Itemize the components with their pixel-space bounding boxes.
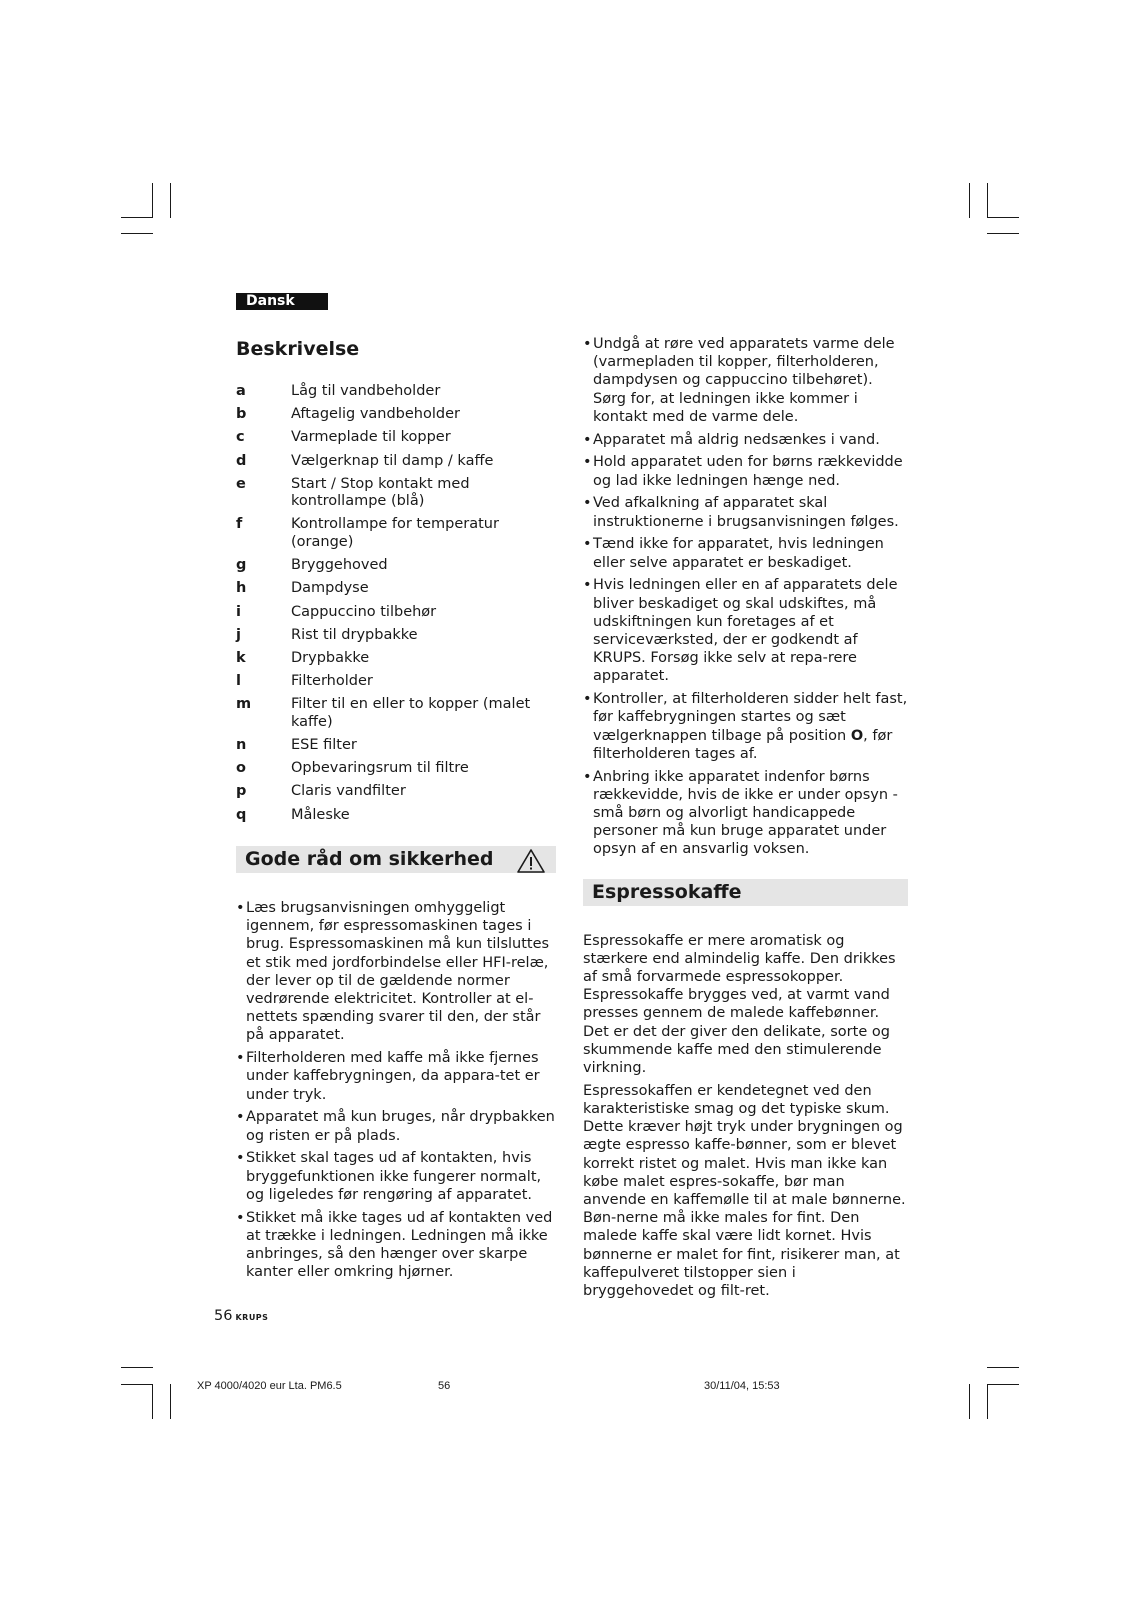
part-name: Aftagelig vandbeholder — [291, 406, 460, 423]
part-name: Dampdyse — [291, 580, 369, 597]
parts-list-item — [236, 807, 556, 825]
crop-mark — [170, 183, 171, 218]
part-letter: b — [236, 406, 247, 423]
safety-bullet: • Tænd ikke for apparatet, hvis ledningen eller selve apparatet er beskadiget. — [583, 535, 908, 571]
safety-bullet: • Ved afkalkning af apparatet skal instruktionerne i brugsanvisningen følges. — [583, 494, 908, 530]
part-letter: n — [236, 736, 247, 753]
part-name: Bryggehoved — [291, 557, 388, 574]
safety-heading-text: Gode råd om sikkerhed — [245, 848, 494, 870]
crop-mark — [152, 1384, 153, 1419]
safety-bullet: • Undgå at røre ved apparatets varme dele (varmepladen til kopper, filterholderen, dampdysen og cappuccino tilbehøret). Sørg for, at ledningen ikke kommer i kontakt med de varme dele. — [583, 335, 908, 426]
slug-file: XP 4000/4020 eur Lta. PM6.5 — [197, 1380, 342, 1392]
parts-list-item — [236, 627, 556, 645]
part-letter: i — [236, 603, 241, 620]
part-name: Filter til en eller to kopper (malet kaffe) — [291, 696, 531, 730]
part-name: Varmeplade til kopper — [291, 429, 451, 446]
crop-mark — [121, 1384, 153, 1385]
part-letter: d — [236, 452, 247, 469]
crop-mark — [152, 183, 153, 218]
parts-list-item — [236, 557, 556, 575]
brand-name: KRUPS — [235, 1313, 269, 1322]
part-letter: c — [236, 429, 245, 446]
part-name: Kontrollampe for temperatur (orange) — [291, 516, 499, 550]
part-letter: l — [236, 673, 241, 690]
espresso-heading: Espressokaffe — [583, 879, 908, 906]
left-column — [236, 335, 556, 1286]
part-name: Vælgerknap til damp / kaffe — [291, 452, 494, 469]
part-name: ESE filter — [291, 736, 357, 753]
safety-bullet — [583, 690, 908, 763]
parts-list-item — [236, 429, 556, 447]
part-name: Låg til vandbeholder — [291, 383, 441, 399]
espresso-paragraph: Espressokaffe er mere aromatisk og stærkere end almindelig kaffe. Den drikkes af små forvarmede espressokopper. Espressokaffe brygges ved, at varmt vand presses gennem de malede kaffebønner. Det er det der giver den delikate, sorte og skummende kaffe med den stimulerende virkning. — [583, 932, 896, 1077]
parts-list — [236, 383, 556, 824]
crop-mark — [987, 217, 1019, 218]
part-letter: j — [236, 626, 241, 643]
safety-bullet: • Stikket skal tages ud af kontakten, hvis bryggefunktionen ikke fungerer normalt, og ligeledes før rengøring af apparatet. — [236, 1149, 556, 1204]
safety-bullet-text: Kontroller, at filterholderen sidder helt fast, før kaffebrygningen startes og sæt vælgerknappen tilbage på position — [593, 691, 908, 744]
parts-list-item — [236, 760, 556, 778]
part-letter: g — [236, 557, 247, 574]
crop-mark — [121, 217, 153, 218]
part-letter: p — [236, 783, 247, 800]
crop-mark — [987, 1384, 988, 1419]
parts-list-item — [236, 516, 556, 551]
parts-list-item — [236, 383, 556, 401]
crop-mark — [969, 183, 970, 218]
language-tag: Dansk — [236, 293, 328, 310]
parts-list-item — [236, 696, 556, 731]
part-letter: k — [236, 649, 246, 666]
part-name: Cappuccino tilbehør — [291, 603, 437, 620]
crop-mark — [987, 233, 1019, 234]
right-column — [583, 335, 908, 1300]
crop-mark — [987, 183, 988, 218]
parts-list-item — [236, 476, 556, 511]
part-letter: m — [236, 696, 252, 713]
slug-date: 30/11/04, 15:53 — [704, 1380, 780, 1392]
part-letter: e — [236, 475, 246, 492]
safety-bullet-text: , før filterholderen tages af. — [593, 727, 893, 762]
parts-list-item — [236, 406, 556, 424]
part-letter: f — [236, 516, 243, 533]
part-name: Drypbakke — [291, 649, 370, 666]
part-letter: a — [236, 383, 246, 399]
page-number: 56 — [214, 1308, 233, 1324]
parts-list-item — [236, 783, 556, 801]
safety-bullet: • Apparatet må aldrig nedsænkes i vand. — [583, 431, 908, 449]
espresso-paragraph: Espressokaffen er kendetegnet ved den karakteristiske smag og det typiske skum. Dette kræver højt tryk under brygningen og ægte espresso kaffe-bønner, som er blevet korrekt ristet og malet. Hvis man ikke kan købe malet espres-sokaffe, bør man anvende en kaffemølle til at male bønnerne. Bøn-nerne må ikke males for fint. Den malede kaffe skal være lidt kornet. Hvis bønnerne er malet for fint, risikerer man, at kaffepulveret tilstopper sien i bryggehovedet og filt-ret. — [583, 1082, 906, 1299]
crop-mark — [121, 233, 153, 234]
part-name: Filterholder — [291, 673, 373, 690]
safety-list-right — [583, 335, 908, 859]
part-name: Måleske — [291, 806, 350, 823]
safety-bullet: • Filterholderen med kaffe må ikke fjernes under kaffebrygningen, da appara-tet er under tryk. — [236, 1049, 556, 1104]
description-heading: Beskrivelse — [236, 338, 360, 360]
page-footer — [214, 1308, 268, 1324]
position-label: O — [850, 727, 864, 744]
parts-list-item — [236, 453, 556, 471]
safety-bullet: • Apparatet må kun bruges, når drypbakken og risten er på plads. — [236, 1108, 556, 1144]
part-letter: h — [236, 580, 247, 597]
safety-bullet: • Læs brugsanvisningen omhyggeligt igennem, før espressomaskinen tages i brug. Espressomaskinen må kun tilsluttes et stik med jordforbindelse eller HFI-relæ, der lever op til de gældende normer vedrørende elektricitet. Kontroller at el-nettets spænding svarer til den, der står på apparatet. — [236, 899, 556, 1045]
part-name: Claris vandfilter — [291, 783, 406, 800]
crop-mark — [121, 1367, 153, 1368]
safety-bullet: • Anbring ikke apparatet indenfor børns rækkevidde, hvis de ikke er under opsyn - små børn og alvorligt handicappede personer må kun bruge apparatet under opsyn af en ansvarlig voksen. — [583, 768, 908, 859]
part-name: Rist til drypbakke — [291, 626, 418, 643]
crop-mark — [969, 1384, 970, 1419]
parts-list-item — [236, 737, 556, 755]
safety-bullet: • Hvis ledningen eller en af apparatets dele bliver beskadiget og skal udskiftes, må udskiftningen kun foretages af et serviceværksted, der er godkendt af KRUPS. Forsøg ikke selv at repa-rere apparatet. — [583, 576, 908, 685]
crop-mark — [987, 1367, 1019, 1368]
part-letter: o — [236, 760, 246, 777]
slug-page: 56 — [438, 1380, 451, 1392]
parts-list-item — [236, 673, 556, 691]
part-name: Start / Stop kontakt med kontrollampe (blå) — [291, 475, 470, 510]
safety-bullet: • Hold apparatet uden for børns rækkevidde og lad ikke ledningen hænge ned. — [583, 453, 908, 489]
safety-heading — [236, 846, 556, 873]
safety-list-left — [236, 899, 556, 1281]
crop-mark — [987, 1384, 1019, 1385]
part-name: Opbevaringsrum til filtre — [291, 760, 469, 777]
safety-bullet: • Stikket må ikke tages ud af kontakten ved at trække i ledningen. Ledningen må ikke anbringes, så den hænger over skarpe kanter eller omkring hjørner. — [236, 1209, 556, 1282]
parts-list-item — [236, 604, 556, 622]
warning-triangle-icon — [516, 848, 546, 882]
part-letter: q — [236, 806, 247, 823]
parts-list-item — [236, 580, 556, 598]
parts-list-item — [236, 650, 556, 668]
crop-mark — [170, 1384, 171, 1419]
